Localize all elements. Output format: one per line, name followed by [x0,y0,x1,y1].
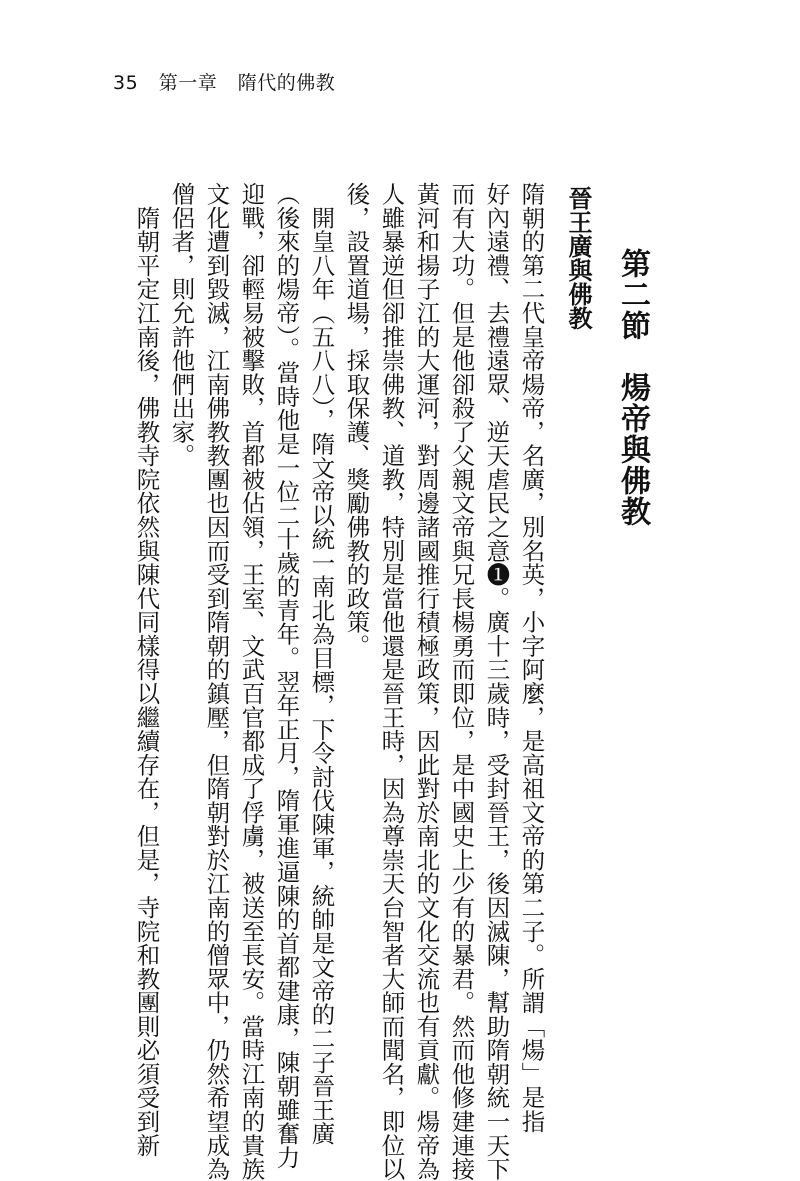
body-line-9: 迎戰，卻輕易被擊敗，首都被佔領，王室、文武百官都成了俘虜，被送至長安。當時江南的貴族 [237,182,266,1181]
running-header [113,68,349,95]
body-line-12: 隋朝平定江南後，佛教寺院依然與陳代同樣得以繼續存在，但是，寺院和教團則必須受到新 [132,182,161,1157]
chapter-label: 第一章 [158,72,218,94]
body-line-5: 人雖暴逆但卻推崇佛教、道教，特別是當他還是晉王時，因為尊崇天台智者大師而聞名，即位以 [377,182,406,1181]
body-line-1: 隋朝的第二代皇帝煬帝，名廣，別名英，小字阿麼，是高祖文帝的第二子。所謂「煬」是指 [517,182,546,1134]
section-subheading: 晉王廣與佛教 [564,186,592,330]
body-line-6: 後，設置道場，採取保護、獎勵佛教的政策。 [342,182,371,658]
section-title: 第二節 煬帝與佛教 [615,248,650,527]
page-number: 35 [113,72,139,94]
body-line-2: 好內遠禮、去禮遠眾、逆天虐民之意❶。廣十三歲時，受封晉王，後因滅陳，幫助隋朝統一天下 [482,182,511,1181]
body-line-4: 黃河和揚子江的大運河，對周邊諸國推行積極政策，因此對於南北的文化交流也有貢獻。煬帝為 [412,182,441,1181]
body-line-3: 而有大功。但是他卻殺了父親文帝與兄長楊勇而即位，是中國史上少有的暴君。然而他修建連接 [447,182,476,1181]
body-line-8: （後來的煬帝）。當時他是一位二十歲的青年。翌年正月，隋軍進逼陳的首都建康，陳朝雖奮力 [272,182,301,1170]
body-line-11: 僧侶者，則允許他們出家。 [167,182,196,468]
body-line-7: 開皇八年（五八八），隋文帝以統一南北為目標，下令討伐陳軍，統帥是文帝的二子晉王廣 [307,182,336,1146]
body-line-10: 文化遭到毀滅，江南佛教教團也因而受到隋朝的鎮壓，但隋朝對於江南的僧眾中，仍然希望成為 [202,182,231,1181]
chapter-title: 隋代的佛教 [237,72,336,94]
